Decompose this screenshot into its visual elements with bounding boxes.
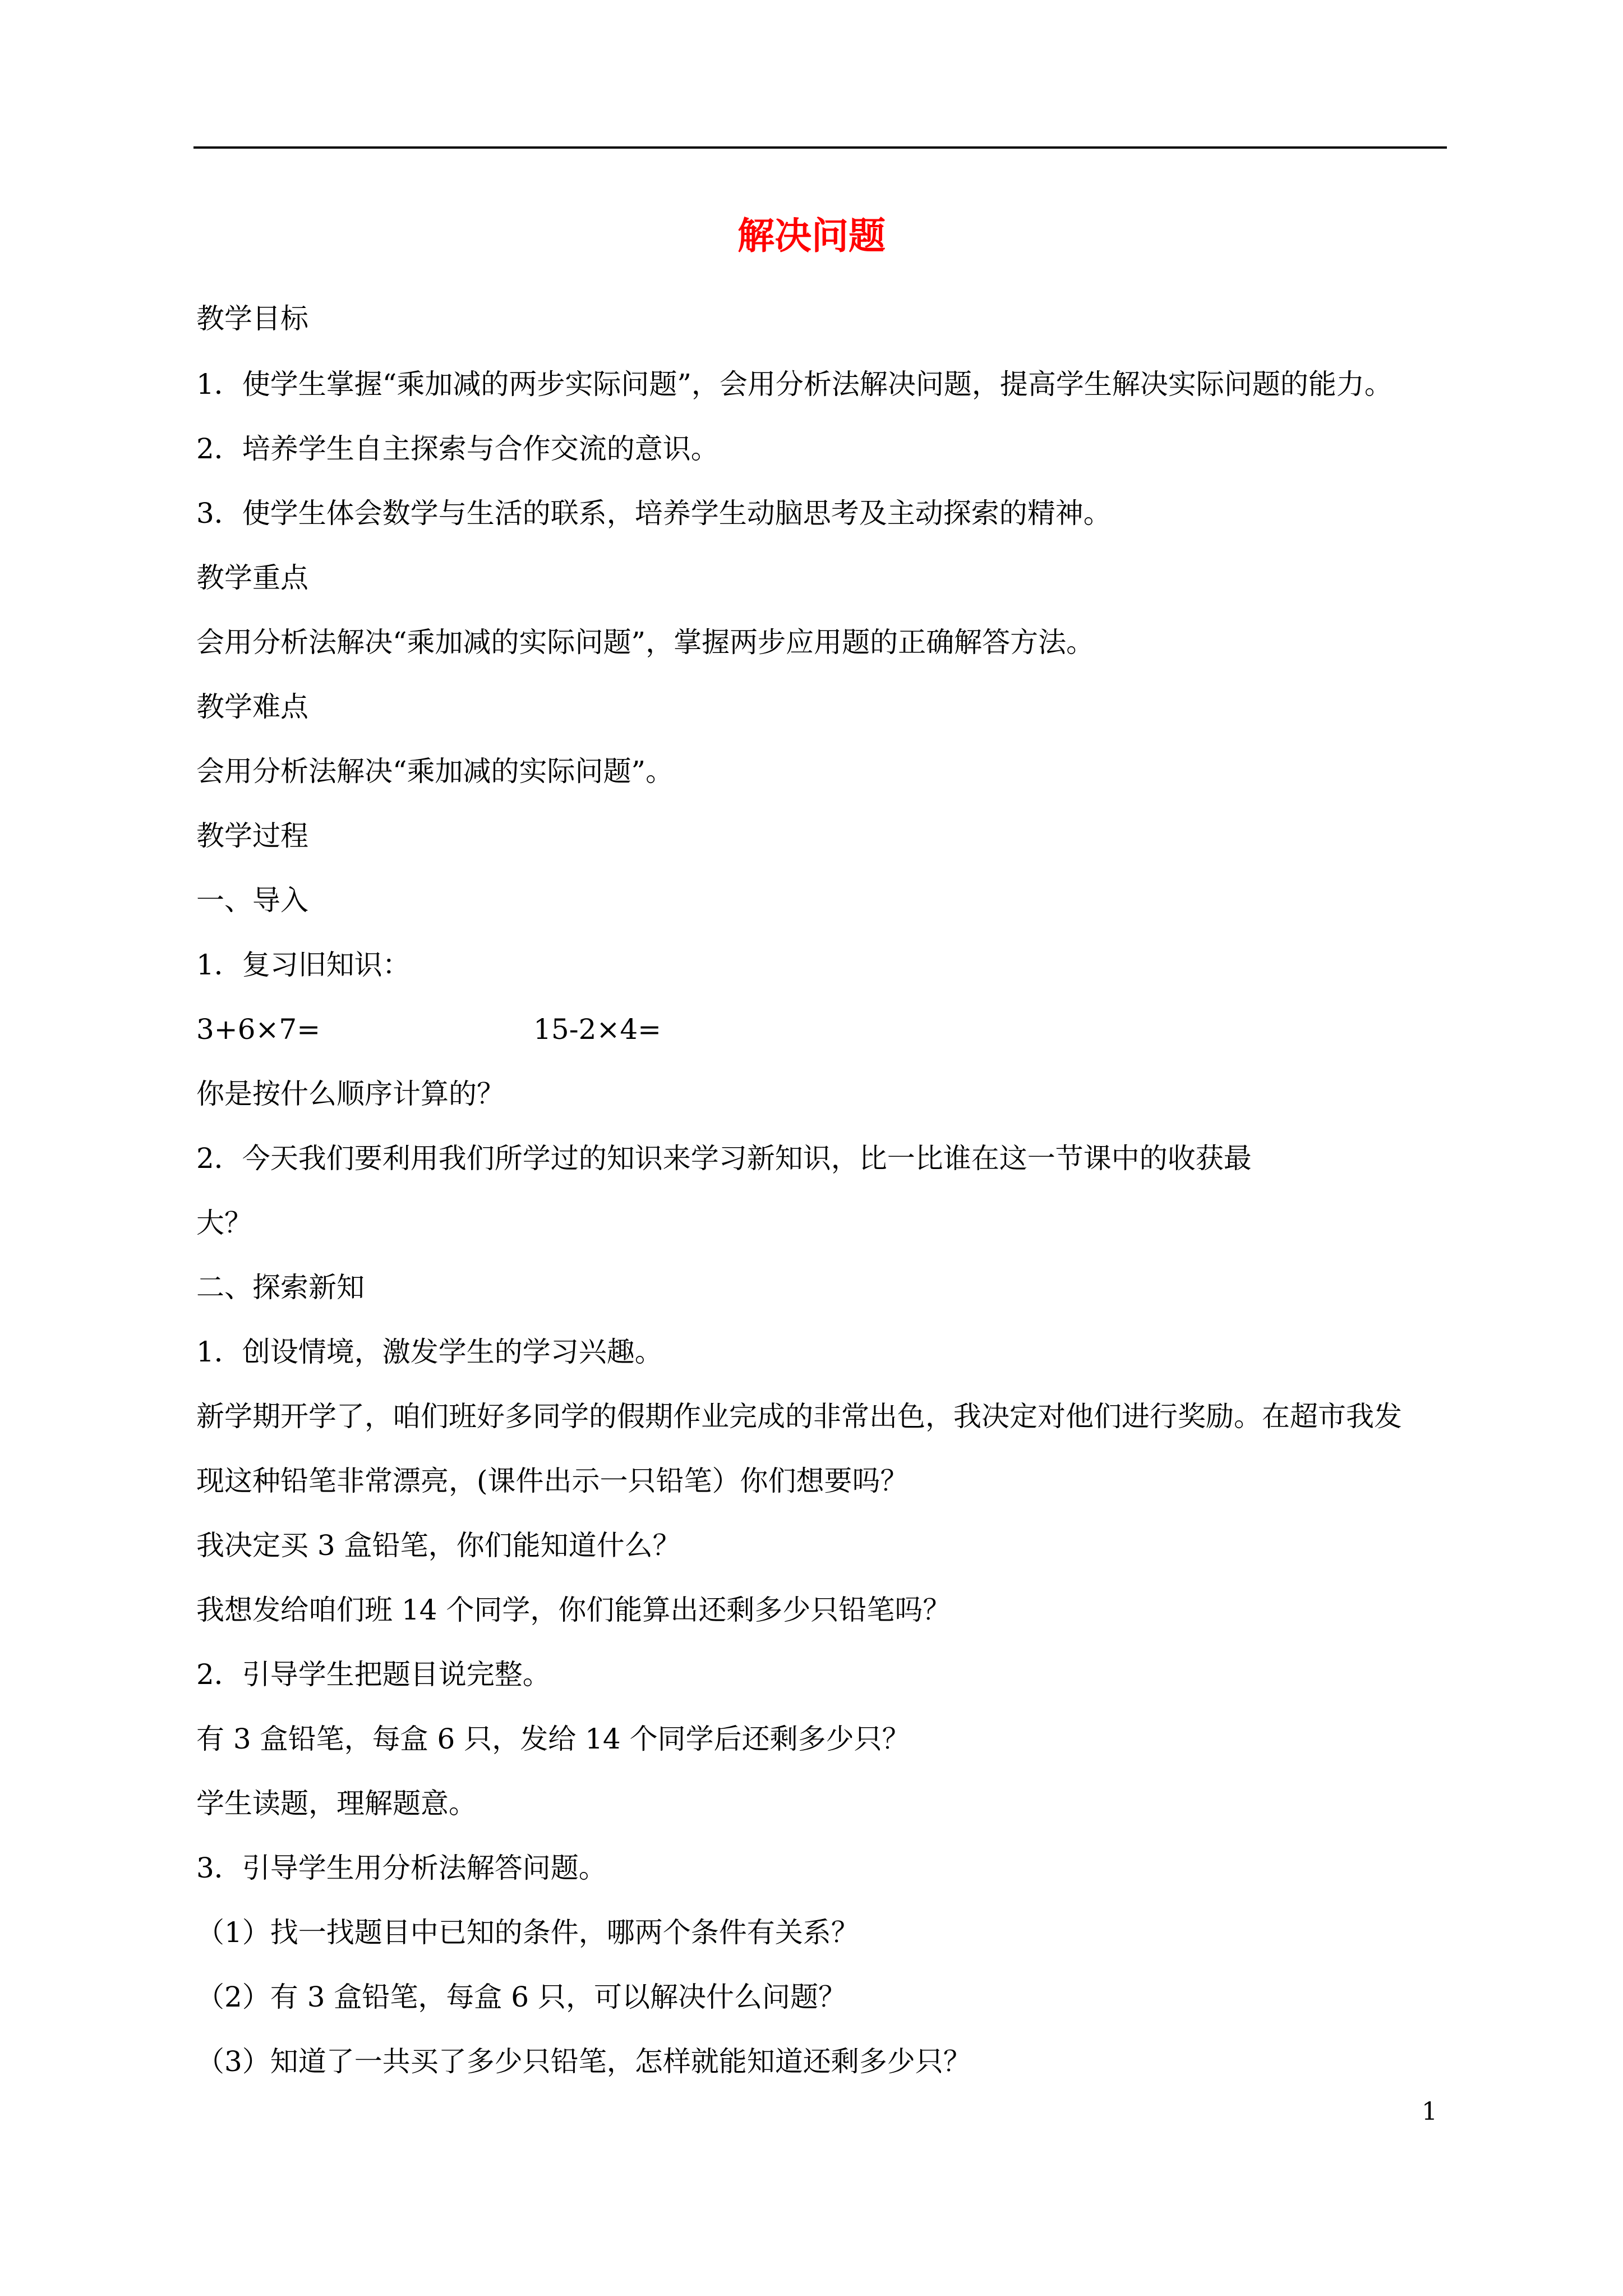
expression: 15-2×4= [533,1013,662,1046]
expressions-row [196,1010,661,1049]
paragraph: 3．引导学生用分析法解答问题。 [196,1852,607,1884]
paragraph: 我决定买 3 盒铅笔，你们能知道什么？ [196,1529,681,1562]
paragraph: 现这种铅笔非常漂亮，(课件出示一只铅笔）你们想要吗？ [196,1465,909,1497]
paragraph: 会用分析法解决“乘加减的实际问题”。 [196,755,674,788]
paragraph: 1．创设情境，激发学生的学习兴趣。 [196,1336,663,1368]
paragraph: 我想发给咱们班 14 个同学，你们能算出还剩多少只铅笔吗？ [196,1594,951,1626]
document-title: 解决问题 [737,214,886,257]
subsection-heading: 一、导入 [196,884,308,917]
page-number: 1 [1422,2097,1437,2126]
paragraph: 新学期开学了，咱们班好多同学的假期作业完成的非常出色，我决定对他们进行奖励。在超市我发 [196,1400,1402,1433]
section-heading-key-points: 教学重点 [196,562,308,594]
expression: 3+6×7= [196,1013,321,1046]
subsection-heading: 二、探索新知 [196,1271,365,1304]
paragraph: 有 3 盒铅笔，每盒 6 只，发给 14 个同学后还剩多少只？ [196,1723,910,1755]
paragraph: （3）知道了一共买了多少只铅笔，怎样就能知道还剩多少只？ [196,2045,971,2078]
paragraph: 你是按什么顺序计算的？ [196,1078,505,1110]
paragraph: 学生读题，理解题意。 [196,1787,477,1820]
paragraph: 3．使学生体会数学与生活的联系，培养学生动脑思考及主动探索的精神。 [196,497,1112,530]
section-heading-process: 教学过程 [196,820,308,852]
paragraph: 1．使学生掌握“乘加减的两步实际问题”，会用分析法解决问题，提高学生解决实际问题的能力。 [196,368,1393,401]
paragraph: 会用分析法解决“乘加减的实际问题”，掌握两步应用题的正确解答方法。 [196,626,1095,659]
paragraph: 大？ [196,1207,252,1239]
header-rule [193,146,1447,149]
section-heading-difficulties: 教学难点 [196,691,308,723]
paragraph: 1．复习旧知识： [196,949,411,981]
section-heading-objectives: 教学目标 [196,302,308,335]
paragraph: （1）找一找题目中已知的条件，哪两个条件有关系？ [196,1916,859,1949]
paragraph: 2．培养学生自主探索与合作交流的意识。 [196,432,719,465]
paragraph: 2．今天我们要利用我们所学过的知识来学习新知识，比一比谁在这一节课中的收获最 [196,1142,1252,1175]
paragraph: （2）有 3 盒铅笔，每盒 6 只，可以解决什么问题？ [196,1981,847,2013]
paragraph: 2．引导学生把题目说完整。 [196,1658,551,1691]
